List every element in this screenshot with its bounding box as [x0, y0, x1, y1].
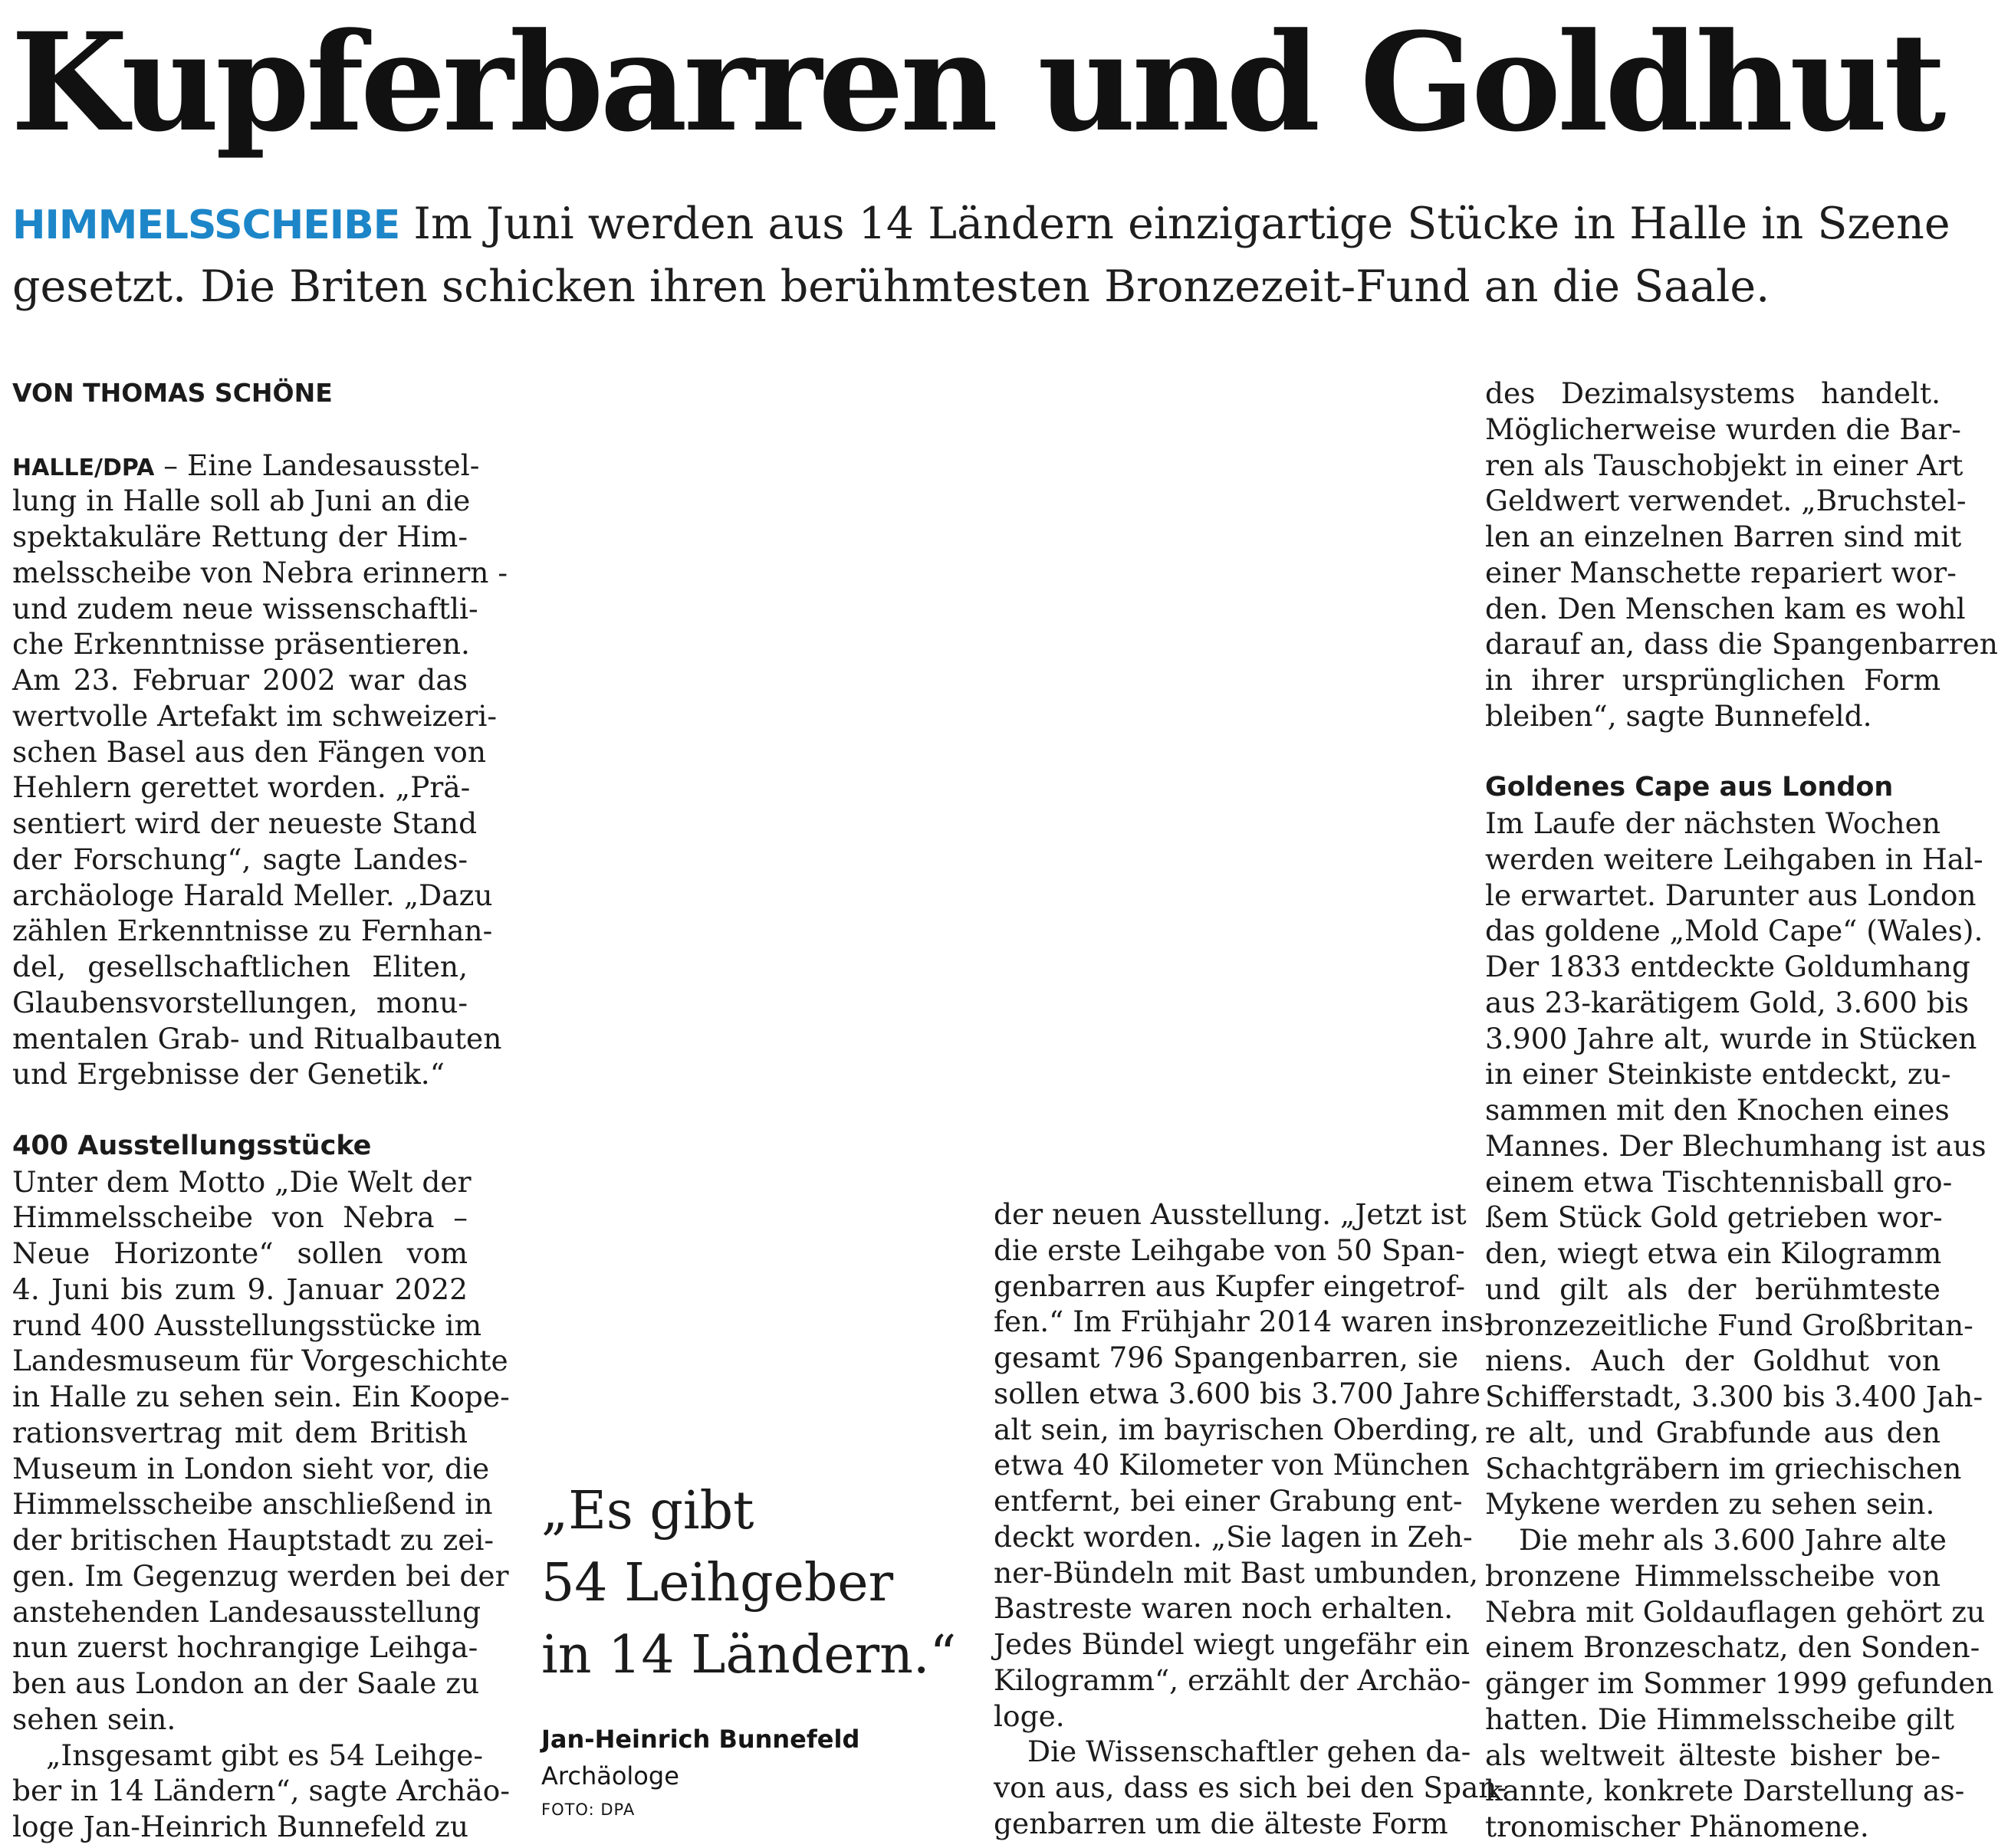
deck-line-1	[12, 193, 1950, 256]
body-line: einem Bronzeschatz, den Sonden-	[1485, 1630, 1980, 1665]
body-line: den, wiegt etwa ein Kilogramm	[1485, 1236, 1942, 1270]
body-line: der Forschung“, sagte Landes-	[12, 842, 468, 876]
subhead-goldenes-cape: Goldenes Cape aus London	[1485, 772, 1894, 803]
subhead-ausstellungsstuecke: 400 Ausstellungsstücke	[12, 1130, 372, 1161]
deck-line-2: gesetzt. Die Briten schicken ihren berühmtesten Bronzezeit-Fund an die Saale.	[12, 261, 1770, 312]
pull-quote-text	[541, 1475, 955, 1692]
body-line: und gilt als der berühmteste	[1485, 1272, 1940, 1306]
body-line: Nebra mit Goldauflagen gehört zu	[1485, 1594, 1986, 1629]
pull-quote-line: 54 Leihgeber	[541, 1553, 894, 1613]
paragraph-mold-cape	[1485, 806, 1986, 1522]
body-line: rationsvertrag mit dem British	[12, 1415, 468, 1449]
body-line: in ihrer ursprünglichen Form	[1485, 663, 1940, 697]
body-line: Himmelsscheibe von Nebra –	[12, 1200, 468, 1235]
body-line: gesamt 796 Spangenbarren, sie	[994, 1341, 1459, 1374]
body-line: hatten. Die Himmelsscheibe gilt	[1485, 1702, 1955, 1736]
photo-credit: FOTO: DPA	[541, 1800, 636, 1819]
body-line: 4. Juni bis zum 9. Januar 2022	[12, 1272, 468, 1306]
pull-quote-line: „Es gibt	[541, 1481, 754, 1541]
body-line: re alt, und Grabfunde aus den	[1485, 1415, 1940, 1449]
body-line: Unter dem Motto „Die Welt der	[12, 1164, 472, 1199]
body-line: des Dezimalsystems handelt.	[1485, 376, 1940, 410]
body-line: ren als Tauschobjekt in einer Art	[1485, 448, 1963, 482]
body-line: lung in Halle soll ab Juni an die	[12, 484, 471, 518]
byline: VON THOMAS SCHÖNE	[12, 378, 333, 408]
article-deck	[12, 193, 1950, 317]
body-line: archäologe Harald Meller. „Dazu	[12, 878, 493, 912]
body-line: sammen mit den Knochen eines	[1485, 1093, 1950, 1127]
body-line: sehen sein.	[12, 1702, 176, 1736]
body-line: etwa 40 Kilometer von München	[994, 1448, 1470, 1482]
body-line: Möglicherweise wurden die Bar-	[1485, 412, 1961, 446]
body-line: bleiben“, sagte Bunnefeld.	[1485, 698, 1872, 733]
body-line: melsscheibe von Nebra erinnern -	[12, 555, 508, 589]
body-line: che Erkenntnisse präsentieren.	[12, 627, 470, 661]
body-line: darauf an, dass die Spangenbarren	[1485, 627, 1998, 661]
body-line: kannte, konkrete Darstellung as-	[1485, 1774, 1965, 1808]
body-line: wertvolle Artefakt im schweizeri-	[12, 698, 498, 733]
body-line: Schifferstadt, 3.300 bis 3.400 Jah-	[1485, 1380, 1983, 1413]
body-line: werden weitere Leihgaben in Hal-	[1485, 842, 1983, 876]
body-line: del, gesellschaftlichen Eliten,	[12, 950, 468, 983]
body-line: Der 1833 entdeckte Goldumhang	[1485, 950, 1970, 983]
body-line: nun zuerst hochrangige Leihga-	[12, 1630, 478, 1665]
body-line: ben aus London an der Saale zu	[12, 1666, 480, 1700]
body-line: einer Manschette repariert wor-	[1485, 555, 1957, 589]
body-line: Bastreste waren noch erhalten.	[994, 1591, 1454, 1626]
body-line: mentalen Grab- und Ritualbauten	[12, 1021, 502, 1055]
paragraph-spangenbarren	[994, 1196, 1494, 1734]
body-line: schen Basel aus den Fängen von	[12, 734, 487, 769]
body-line: als weltweit älteste bisher be-	[1485, 1738, 1940, 1772]
body-line: der neuen Ausstellung. „Jetzt ist	[994, 1197, 1467, 1231]
body-line: in einer Steinkiste entdeckt, zu-	[1485, 1057, 1951, 1091]
body-line: aus 23-karätigem Gold, 3.600 bis	[1485, 985, 1970, 1019]
pull-quote-role: Archäologe	[541, 1761, 679, 1791]
body-line: le erwartet. Darunter aus London	[1485, 878, 1977, 912]
lead-first-line	[12, 448, 480, 484]
dateline: HALLE/DPA	[12, 454, 155, 481]
body-line: Im Laufe der nächsten Wochen	[1485, 806, 1940, 840]
body-line: loge.	[994, 1699, 1065, 1733]
body-line: Die mehr als 3.600 Jahre alte	[1519, 1523, 1947, 1557]
article-column-4	[1485, 376, 1998, 1845]
body-line: Mannes. Der Blechumhang ist aus	[1485, 1128, 1986, 1163]
body-line: loge Jan-Heinrich Bunnefeld zu	[12, 1810, 469, 1843]
body-line: entfernt, bei einer Grabung ent-	[994, 1484, 1463, 1518]
body-line: „Insgesamt gibt es 54 Leihge-	[46, 1738, 484, 1772]
body-line: Schachtgräbern im griechischen	[1485, 1451, 1962, 1485]
body-line: niens. Auch der Goldhut von	[1485, 1344, 1940, 1378]
body-line: Am 23. Februar 2002 war das	[12, 663, 468, 697]
body-line: Mykene werden zu sehen sein.	[1485, 1487, 1935, 1521]
body-line: deckt worden. „Sie lagen in Zeh-	[994, 1519, 1473, 1554]
body-line: der britischen Hauptstadt zu zei-	[12, 1523, 495, 1557]
body-line: Landesmuseum für Vorgeschichte	[12, 1344, 508, 1378]
body-line: und Ergebnisse der Genetik.“	[12, 1057, 445, 1091]
lead-paragraph	[12, 483, 508, 1092]
body-line: bronzene Himmelsscheibe von	[1485, 1558, 1940, 1593]
deck-kicker: HIMMELSSCHEIBE	[12, 202, 400, 248]
body-line: von aus, dass es sich bei den Span-	[994, 1771, 1507, 1804]
body-line: Himmelsscheibe anschließend in	[12, 1487, 493, 1521]
body-line: genbarren um die älteste Form	[994, 1806, 1448, 1840]
body-line: Hehlern gerettet worden. „Prä-	[12, 770, 471, 805]
body-line: alt sein, im bayrischen Oberding,	[994, 1412, 1480, 1446]
body-line: 3.900 Jahre alt, wurde in Stücken	[1485, 1021, 1977, 1055]
body-line: Museum in London sieht vor, die	[12, 1451, 490, 1485]
article-column-3	[994, 1196, 1507, 1842]
body-line: gen. Im Gegenzug werden bei der	[12, 1558, 509, 1593]
body-line: fen.“ Im Frühjahr 2014 waren ins-	[994, 1305, 1494, 1339]
body-line: Glaubensvorstellungen, monu-	[12, 985, 468, 1019]
section-paragraph-motto	[12, 1164, 510, 1738]
pull-quote	[541, 1475, 955, 1825]
body-line: den. Den Menschen kam es wohl	[1485, 591, 1966, 625]
body-line: ßem Stück Gold getrieben wor-	[1485, 1200, 1943, 1235]
body-line: len an einzelnen Barren sind mit	[1485, 520, 1962, 553]
body-line: sentiert wird der neueste Stand	[12, 806, 478, 840]
body-line: genbarren aus Kupfer eingetrof-	[994, 1269, 1466, 1303]
body-line: tronomischer Phänomene.	[1485, 1810, 1869, 1843]
body-line: spektakuläre Rettung der Him-	[12, 520, 468, 553]
deck-text-1: Im Juni werden aus 14 Ländern einzigartige Stücke in Halle in Szene	[413, 199, 1950, 249]
section-paragraph-leihgeber	[12, 1738, 510, 1845]
paragraph-gap	[12, 1092, 468, 1128]
body-line: das goldene „Mold Cape“ (Wales).	[1485, 914, 1983, 948]
body-line: bronzezeitliche Fund Großbritan-	[1485, 1308, 1973, 1342]
body-line: und zudem neue wissenschaftli-	[12, 591, 478, 625]
body-line: ber in 14 Ländern“, sagte Archäo-	[12, 1774, 510, 1808]
paragraph-himmelsscheibe	[1485, 1522, 1994, 1845]
body-line: Neue Horizonte“ sollen vom	[12, 1236, 468, 1270]
body-line: in Halle zu sehen sein. Ein Koope-	[12, 1380, 510, 1413]
body-line: ner-Bündeln mit Bast umbunden,	[994, 1555, 1479, 1590]
pull-quote-author: Jan-Heinrich Bunnefeld	[541, 1725, 860, 1754]
paragraph-wissenschaftler	[994, 1734, 1507, 1841]
article-headline: Kupferbarren und Goldhut	[11, 3, 1943, 162]
paragraph-gap	[1485, 734, 1940, 770]
pull-quote-line: in 14 Ländern.“	[541, 1625, 957, 1686]
body-line: sollen etwa 3.600 bis 3.700 Jahre	[994, 1376, 1481, 1410]
body-line: rund 400 Ausstellungsstücke im	[12, 1308, 482, 1342]
body-line: Die Wissenschaftler gehen da-	[1027, 1735, 1471, 1769]
body-line: anstehenden Landesausstellung	[12, 1594, 481, 1629]
lead-first-text: – Eine Landesausstel-	[163, 448, 480, 482]
body-line: zählen Erkenntnisse zu Fernhan-	[12, 914, 493, 948]
body-line: einem etwa Tischtennisball gro-	[1485, 1164, 1953, 1199]
body-line: Kilogramm“, erzählt der Archäo-	[994, 1663, 1471, 1697]
paragraph-dezimalsystem	[1485, 376, 1998, 734]
article-column-1	[12, 376, 510, 1845]
body-line: Jedes Bündel wiegt ungefähr ein	[994, 1627, 1470, 1661]
body-line: gänger im Sommer 1999 gefunden	[1485, 1666, 1994, 1700]
body-line: die erste Leihgabe von 50 Span-	[994, 1233, 1465, 1267]
body-line: Geldwert verwendet. „Bruchstel-	[1485, 484, 1967, 518]
